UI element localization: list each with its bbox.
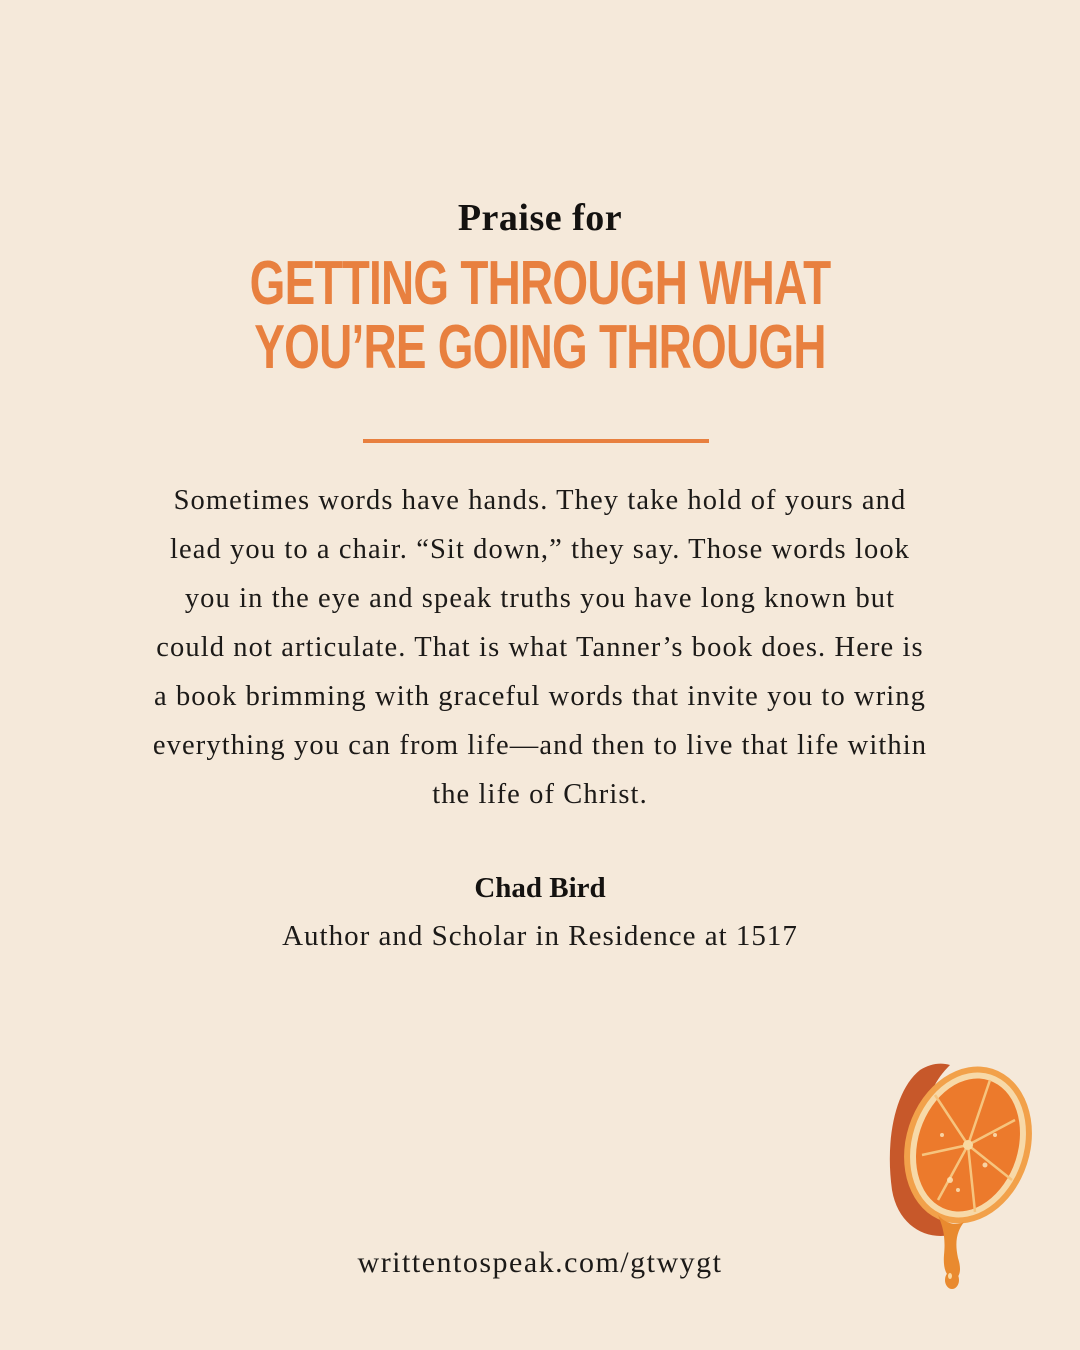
- quote-line: the life of Christ.: [432, 779, 648, 810]
- book-title: [140, 249, 939, 382]
- quote-text: [100, 476, 980, 819]
- author-name: Chad Bird: [474, 872, 606, 904]
- quote-line: lead you to a chair. “Sit down,” they say. Those words look: [169, 534, 911, 565]
- quote-line: could not articulate. That is what Tanner’s book does. Here is: [156, 632, 924, 663]
- author-role: Author and Scholar in Residence at 1517: [282, 920, 798, 952]
- quote-line: everything you can from life—and then to live that life within: [152, 730, 928, 761]
- book-title-line-1: GETTING THROUGH WHAT: [249, 249, 831, 318]
- title-divider: [363, 439, 709, 443]
- website-link[interactable]: writtentospeak.com/gtwygt: [357, 1246, 723, 1279]
- book-title-line-2: YOU’RE GOING THROUGH: [254, 313, 826, 382]
- quote-line: a book brimming with graceful words that invite you to wring: [153, 681, 927, 712]
- quote-line: Sometimes words have hands. They take hold of yours and: [173, 485, 907, 516]
- quote-line: you in the eye and speak truths you have long known but: [184, 583, 896, 614]
- praise-label: Praise for: [457, 197, 623, 239]
